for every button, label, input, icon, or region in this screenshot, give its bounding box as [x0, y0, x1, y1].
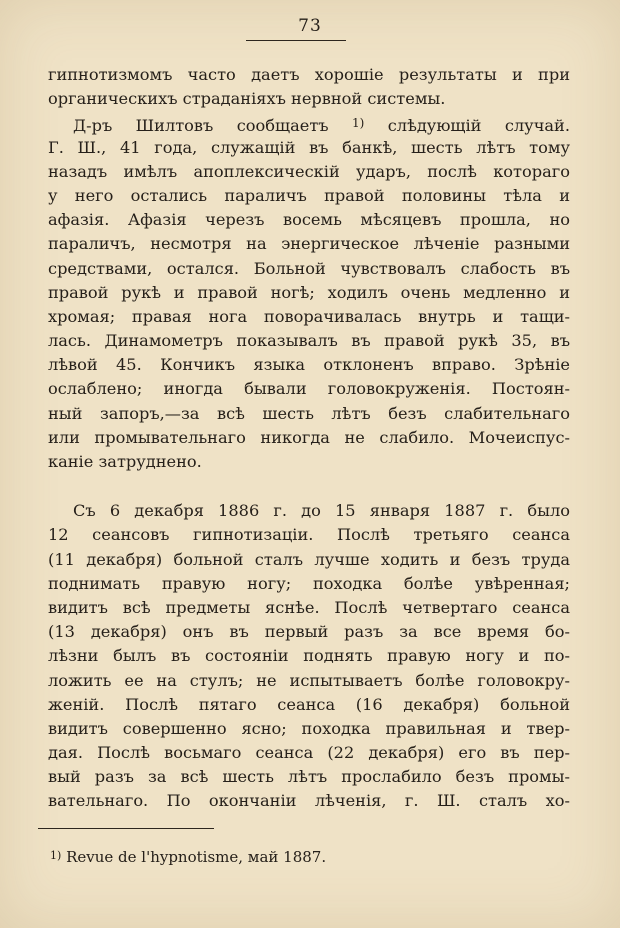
- text-line: хромая; правая нога поворачивалась внутрь и тащи-: [48, 306, 570, 326]
- text-line: вый разъ за всѣ шесть лѣтъ прослабило безъ промы-: [48, 767, 570, 787]
- text-line: параличъ, несмотря на энергическое лѣченіе разными: [48, 234, 570, 254]
- text-line: или промывательнаго никогда не слабило. Мочеиспус-: [48, 427, 570, 447]
- text-line: каніе затруднено.: [48, 452, 202, 471]
- text-line: вательнаго. По окончаніи лѣченія, г. Ш. сталъ хо-: [48, 791, 570, 811]
- text-line: поднимать правую ногу; походка болѣе увѣренная;: [48, 573, 570, 593]
- text-line: у него остались параличъ правой половины тѣла и: [48, 185, 570, 205]
- text-line: ослаблено; иногда бывали головокруженія. Постоян-: [48, 379, 570, 399]
- text-line: (13 декабря) онъ въ первый разъ за все время бо-: [48, 622, 570, 642]
- footnote-reference: 1): [351, 116, 365, 131]
- text-line: лѣвой 45. Кончикъ языка отклоненъ вправо. Зрѣніе: [48, 355, 570, 375]
- paragraph-gap: [48, 474, 570, 499]
- footnote-marker: 1): [50, 849, 62, 862]
- text-line: женій. Послѣ пятаго сеанса (16 декабря) больной: [48, 694, 570, 714]
- text-line: назадъ имѣлъ апоплексическій ударъ, послѣ котораго: [48, 161, 570, 181]
- text-line: афазія. Афазія черезъ восемь мѣсяцевъ прошла, но: [48, 210, 570, 230]
- text-line: гипнотизмомъ часто даетъ хорошіе результаты и при: [48, 65, 570, 84]
- text-line: ложить ее на стулъ; не испытываетъ болѣе головокру-: [48, 670, 570, 690]
- text-line: средствами, остался. Больной чувствовалъ слабость въ: [48, 258, 570, 278]
- text-line: Съ 6 декабря 1886 г. до 15 января 1887 г. было: [73, 501, 570, 521]
- text-line: [48, 111, 570, 135]
- text-fragment: Д-ръ Шилтовъ сообщаетъ: [73, 116, 329, 136]
- page-number: 73: [298, 16, 322, 36]
- header-rule: [246, 40, 346, 41]
- footnote: [50, 848, 326, 866]
- text-line: видитъ всѣ предметы яснѣе. Послѣ четвертаго сеанса: [48, 597, 570, 617]
- text-line: (11 декабря) больной сталъ лучше ходить и безъ труда: [48, 549, 570, 569]
- text-line: лѣзни былъ въ состояніи поднять правую ногу и по-: [48, 646, 570, 666]
- footnote-text: Revue de l'hypnotisme, май 1887.: [66, 848, 327, 866]
- text-line: органическихъ страданіяхъ нервной системы.: [48, 89, 446, 109]
- text-line: Г. Ш., 41 года, служащій въ банкѣ, шесть лѣтъ тому: [48, 137, 570, 157]
- text-line: правой рукѣ и правой ногѣ; ходилъ очень медленно и: [48, 282, 570, 302]
- text-line: ный запоръ,—за всѣ шесть лѣтъ безъ слабительнаго: [48, 403, 570, 423]
- text-line: лась. Динамометръ показывалъ въ правой рукѣ 35, въ: [48, 331, 570, 351]
- footnote-rule: [38, 828, 214, 829]
- text-line: дая. Послѣ восьмаго сеанса (22 декабря) его въ пер-: [48, 743, 570, 763]
- text-line: 12 сеансовъ гипнотизаціи. Послѣ третьяго сеанса: [48, 525, 570, 545]
- text-line: видитъ совершенно ясно; походка правильная и твер-: [48, 718, 570, 738]
- text-fragment: слѣдующій случай.: [387, 116, 570, 136]
- body-text: [48, 63, 570, 814]
